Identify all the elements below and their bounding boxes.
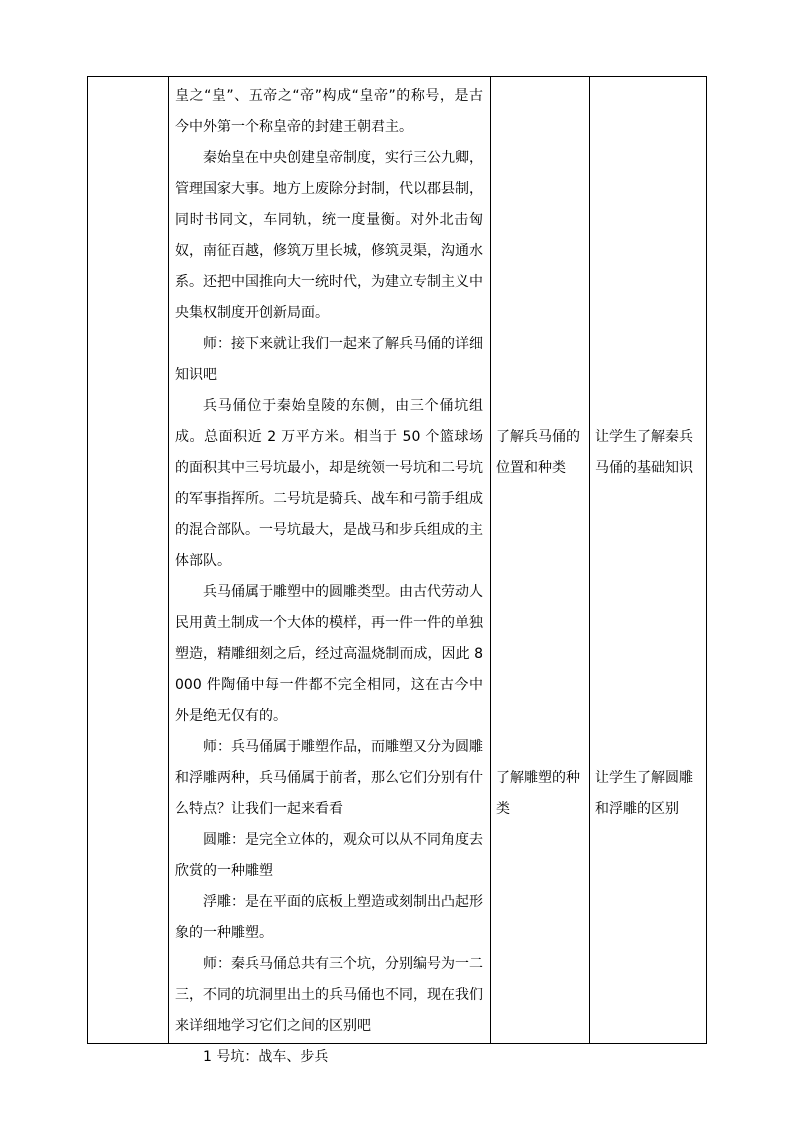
content-paragraph: 师：兵马俑属于雕塑作品，而雕塑又分为圆雕和浮雕两种，兵马俑属于前者，那么它们分别有什么特点？让我们一起来看看 — [175, 739, 483, 817]
teaching-content-cell — [169, 77, 489, 1065]
column-divider — [490, 77, 491, 1043]
student-activity-text: 了解兵马俑的位置和种类 — [496, 429, 580, 476]
design-intent-text: 让学生了解秦兵马俑的基础知识 — [595, 429, 693, 476]
content-paragraph: 浮雕：是在平面的底板上塑造或刻制出凸起形象的一种雕塑。 — [175, 894, 483, 941]
content-paragraph: 兵马俑位于秦始皇陵的东侧，由三个俑坑组成。总面积近 2 万平方米。相当于 50 个篮球场的面积其中三号坑最小，却是统领一号坑和二号坑的军事指挥所。二号坑是骑兵、战车和弓箭手组成的混合部队。一号坑最大，是战马和步兵组成的主体部队。 — [175, 398, 483, 569]
lesson-plan-table — [87, 76, 707, 1065]
content-paragraph: 1 号坑：战车、步兵 — [203, 1049, 329, 1065]
content-paragraph: 兵马俑属于雕塑中的圆雕类型。由古代劳动人民用黄土制成一个大体的模样，再一件一件的单独塑造，精雕细刻之后，经过高温烧制而成，因此 8000 件陶俑中每一件都不完全相同，这在古今中外是绝无仅有的。 — [175, 584, 483, 724]
column-divider — [589, 77, 590, 1043]
content-paragraph: 秦始皇在中央创建皇帝制度，实行三公九卿，管理国家大事。地方上废除分封制，代以郡县制，同时书同文，车同轨，统一度量衡。对外北击匈奴，南征百越，修筑万里长城，修筑灵渠，沟通水系。还把中国推向大一统时代，为建立专制主义中央集权制度开创新局面。 — [175, 150, 483, 321]
content-paragraph: 皇之“皇”、五帝之“帝”构成“皇帝”的称号，是古今中外第一个称皇帝的封建王朝君主。 — [175, 88, 483, 135]
student-activity-text: 了解雕塑的种类 — [496, 770, 580, 817]
content-paragraph: 师：接下来就让我们一起来了解兵马俑的详细知识吧 — [175, 336, 483, 383]
content-paragraph: 师：秦兵马俑总共有三个坑，分别编号为一二三，不同的坑洞里出土的兵马俑也不同，现在我们来详细地学习它们之间的区别吧 — [175, 956, 483, 1034]
content-paragraph: 圆雕：是完全立体的，观众可以从不同角度去欣赏的一种雕塑 — [175, 832, 483, 879]
design-intent-text: 让学生了解圆雕和浮雕的区别 — [595, 770, 693, 817]
stage-cell — [88, 77, 168, 1043]
